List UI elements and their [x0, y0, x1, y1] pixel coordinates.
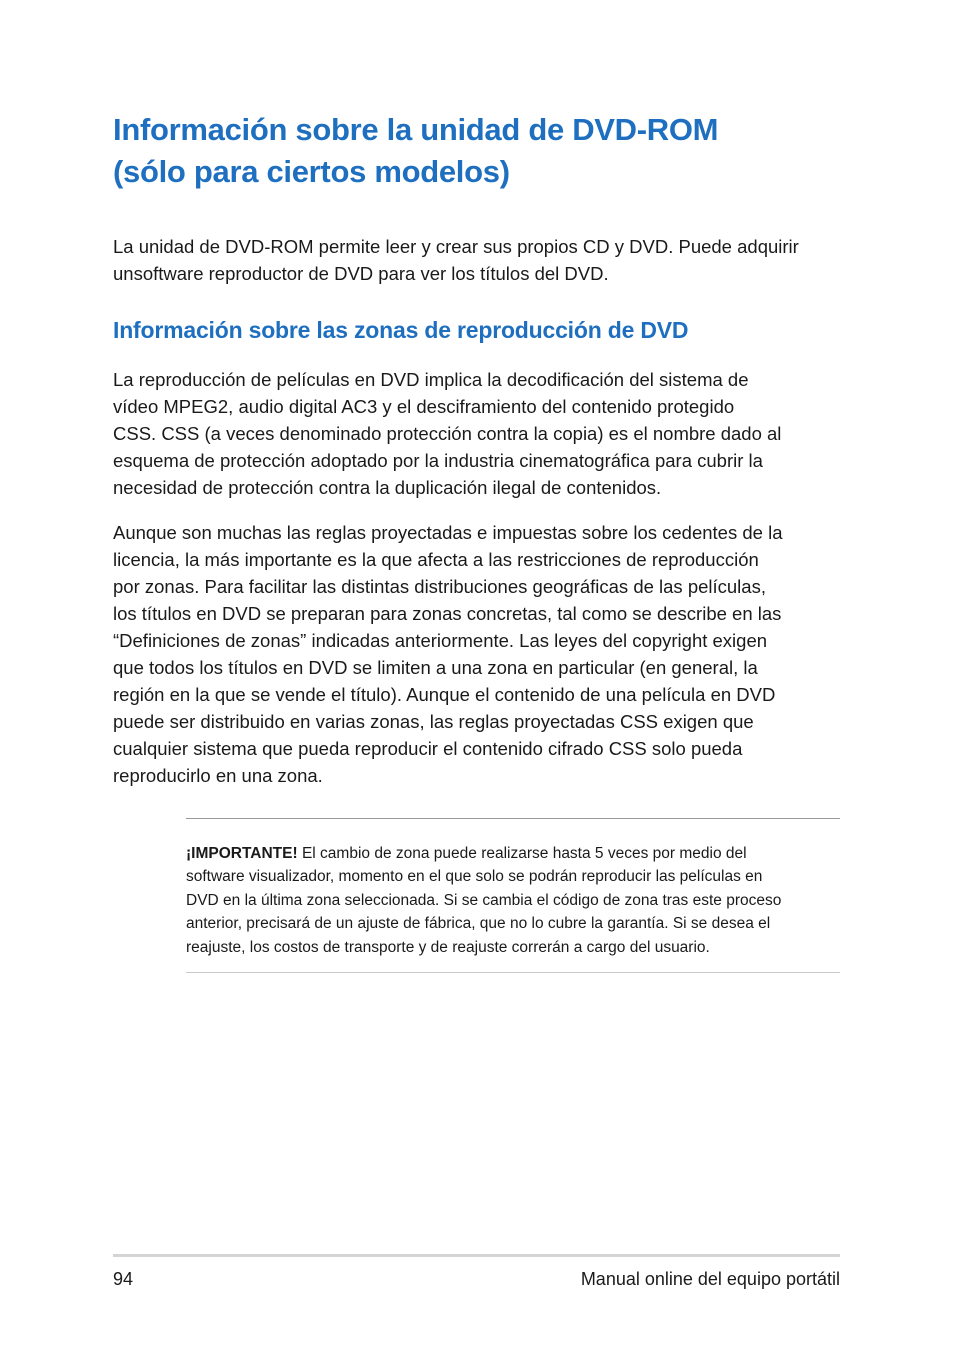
note-first-line: [186, 842, 846, 865]
paragraph-line: reproducirlo en una zona.: [113, 765, 323, 786]
important-label: ¡IMPORTANTE!: [186, 845, 298, 862]
page-number: 94: [113, 1269, 134, 1289]
note-line: anterior, precisará de un ajuste de fábrica, que no lo cubre la garantía. Si se desea el: [186, 915, 771, 933]
note-top-divider: [186, 818, 840, 819]
intro-line: unsoftware reproductor de DVD para ver los títulos del DVD.: [113, 263, 609, 284]
footer-divider: [113, 1254, 840, 1257]
paragraph-line: por zonas. Para facilitar las distintas distribuciones geográficas de las películas,: [113, 576, 766, 597]
note-line: DVD en la última zona seleccionada. Si se cambia el código de zona tras este proceso: [186, 891, 782, 909]
intro-line: La unidad de DVD-ROM permite leer y crear sus propios CD y DVD. Puede adquirir: [113, 236, 799, 257]
page-title: [113, 109, 873, 193]
paragraph-line: puede ser distribuido en varias zonas, las reglas proyectadas CSS exigen que: [113, 711, 754, 732]
paragraph-line: licencia, la más importante es la que afecta a las restricciones de reproducción: [113, 549, 759, 570]
note-bottom-divider: [186, 972, 840, 973]
paragraph-line: los títulos en DVD se preparan para zonas concretas, tal como se describe en las: [113, 603, 782, 624]
note-text: El cambio de zona puede realizarse hasta 5 veces por medio del: [297, 845, 747, 862]
page-title-line-1: Información sobre la unidad de DVD-ROM: [113, 112, 719, 147]
paragraph-line: necesidad de protección contra la duplicación ilegal de contenidos.: [113, 477, 662, 498]
section-paragraph-2: [113, 519, 853, 789]
intro-paragraph: [113, 233, 853, 287]
section-heading: Información sobre las zonas de reproducción de DVD: [113, 317, 689, 343]
note-line: software visualizador, momento en el que solo se podrán reproducir las películas en: [186, 868, 763, 886]
page-title-line-2: (sólo para ciertos modelos): [113, 154, 510, 189]
paragraph-line: Aunque son muchas las reglas proyectadas e impuestas sobre los cedentes de la: [113, 522, 783, 543]
paragraph-line: vídeo MPEG2, audio digital AC3 y el desciframiento del contenido protegido: [113, 396, 735, 417]
footer-manual-title: Manual online del equipo portátil: [580, 1269, 840, 1289]
paragraph-line: región en la que se vende el título). Aunque el contenido de una película en DVD: [113, 684, 776, 705]
section-paragraph-1: [113, 366, 853, 501]
note-line: reajuste, los costos de transporte y de reajuste correrán a cargo del usuario.: [186, 938, 710, 956]
paragraph-line: esquema de protección adoptado por la industria cinematográfica para cubrir la: [113, 450, 763, 471]
paragraph-line: La reproducción de películas en DVD implica la decodificación del sistema de: [113, 369, 749, 390]
paragraph-line: cualquier sistema que pueda reproducir el contenido cifrado CSS solo pueda: [113, 738, 743, 759]
paragraph-line: “Definiciones de zonas” indicadas anteriormente. Las leyes del copyright exigen: [113, 630, 768, 651]
important-note: [186, 842, 846, 959]
paragraph-line: CSS. CSS (a veces denominado protección contra la copia) es el nombre dado al: [113, 423, 782, 444]
paragraph-line: que todos los títulos en DVD se limiten a una zona en particular (en general, la: [113, 657, 758, 678]
